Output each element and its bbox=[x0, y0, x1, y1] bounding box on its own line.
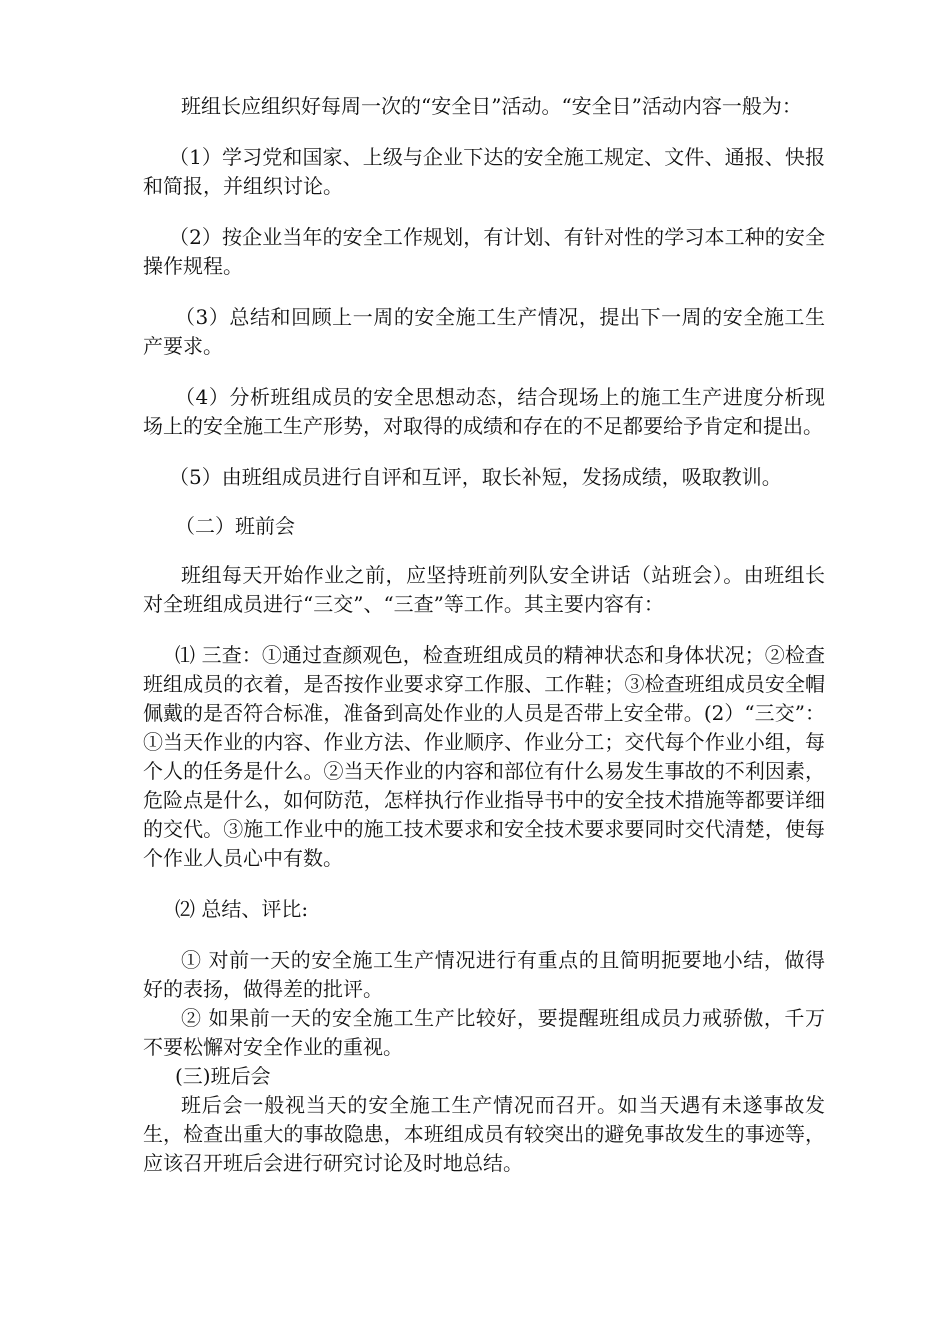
paragraph-summary-2: ② 如果前一天的安全施工生产比较好，要提醒班组成员力戒骄傲，千万不要松懈对安全作业的重视。 bbox=[143, 1006, 825, 1059]
section-heading-post-shift-meeting: (三)班后会 bbox=[175, 1064, 271, 1088]
paragraph-item-3: （3）总结和回顾上一周的安全施工生产情况，提出下一周的安全施工生产要求。 bbox=[143, 305, 825, 358]
section-heading-pre-shift-meeting: （二）班前会 bbox=[175, 514, 295, 538]
paragraph-post-shift: 班后会一般视当天的安全施工生产情况而召开。如当天遇有未遂事故发生，检查出重大的事故隐患，本班组成员有较突出的避免事故发生的事迹等，应该召开班后会进行研究讨论及时地总结。 bbox=[143, 1093, 825, 1175]
paragraph-pre-shift-intro: 班组每天开始作业之前，应坚持班前列队安全讲话（站班会）。由班组长对全班组成员进行“三交”、“三查”等工作。其主要内容有： bbox=[143, 563, 825, 616]
paragraph-item-5: （5）由班组成员进行自评和互评，取长补短，发扬成绩，吸取教训。 bbox=[169, 465, 782, 489]
paragraph-item-4: （4）分析班组成员的安全思想动态，结合现场上的施工生产进度分析现场上的安全施工生产形势，对取得的成绩和存在的不足都要给予肯定和提出。 bbox=[143, 385, 825, 438]
paragraph-three-checks: ⑴ 三查：①通过查颜观色，检查班组成员的精神状态和身体状况；②检查班组成员的衣着，是否按作业要求穿工作服、工作鞋；③检查班组成员安全帽佩戴的是否符合标准，准备到高处作业的人员是否带上安全带。(2）“三交”：①当天作业的内容、作业方法、作业顺序、作业分工；交代每个作业小组，每个人的任务是什么。②当天作业的内容和部位有什么易发生事故的不利因素，危险点是什么，如何防范，怎样执行作业指导书中的安全技术措施等都要详细的交代。③施工作业中的施工技术要求和安全技术要求要同时交代清楚，使每个作业人员心中有数。 bbox=[143, 643, 825, 870]
paragraph-summary-heading: ⑵ 总结、评比: bbox=[175, 897, 309, 921]
document-body bbox=[143, 92, 825, 1178]
paragraph-safety-day-intro: 班组长应组织好每周一次的“安全日”活动。“安全日”活动内容一般为： bbox=[181, 94, 802, 118]
paragraph-summary-1: ① 对前一天的安全施工生产情况进行有重点的且简明扼要地小结，做得好的表扬，做得差的批评。 bbox=[143, 948, 825, 1001]
paragraph-item-1: （1）学习党和国家、上级与企业下达的安全施工规定、文件、通报、快报和简报，并组织讨论。 bbox=[143, 145, 825, 198]
paragraph-item-2: （2）按企业当年的安全工作规划，有计划、有针对性的学习本工种的安全操作规程。 bbox=[143, 225, 825, 278]
